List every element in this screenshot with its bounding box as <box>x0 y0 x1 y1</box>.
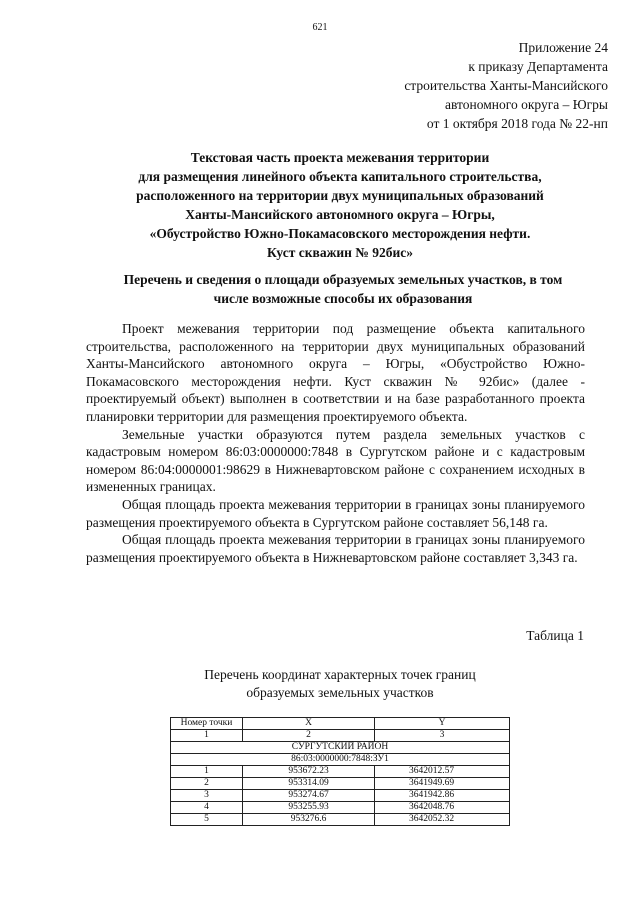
header-x: X <box>243 718 375 730</box>
appendix-line: Приложение 24 <box>518 40 608 55</box>
table-row <box>171 790 510 802</box>
x-value: 953672.23 <box>243 766 375 778</box>
y-value: 3642012.57 <box>375 766 510 778</box>
table-row <box>171 778 510 790</box>
table-row <box>171 766 510 778</box>
section-heading-line: числе возможные способы их образования <box>213 291 473 306</box>
header-y: Y <box>375 718 510 730</box>
y-value: 3642048.76 <box>375 802 510 814</box>
appendix-line: строительства Ханты-Мансийского <box>404 78 608 93</box>
x-value: 953276.6 <box>243 814 375 826</box>
table-row <box>171 802 510 814</box>
body-text <box>86 320 585 566</box>
header-point-number: Номер точки <box>171 718 243 730</box>
x-value: 953274.67 <box>243 790 375 802</box>
section-heading <box>78 270 608 308</box>
y-value: 3642052.32 <box>375 814 510 826</box>
x-value: 953255.93 <box>243 802 375 814</box>
document-title <box>80 148 600 262</box>
table-label: Таблица 1 <box>526 628 584 643</box>
appendix-header <box>404 38 608 133</box>
paragraph: Земельные участки образуются путем раздела земельных участков с кадастровым номером 86:03:0000000:7848 в Сургутском районе и с кадастровым номером 86:04:0000001:98629 в Нижневартовском районе с сохранением исходных в измененных границах. <box>86 426 585 495</box>
table-caption-line: Перечень координат характерных точек границ <box>204 667 476 682</box>
title-line: для размещения линейного объекта капитального строительства, <box>138 169 542 184</box>
coordinates-table <box>170 717 510 826</box>
point-number: 1 <box>171 766 243 778</box>
point-number: 4 <box>171 802 243 814</box>
column-number: 1 <box>171 730 243 742</box>
x-value: 953314.09 <box>243 778 375 790</box>
section-heading-line: Перечень и сведения о площади образуемых земельных участков, в том <box>123 272 563 287</box>
title-line: Куст скважин № 92бис» <box>266 245 414 260</box>
table-header-row <box>171 718 510 730</box>
y-value: 3641942.86 <box>375 790 510 802</box>
title-line: Текстовая часть проекта межевания территории <box>190 150 490 165</box>
region-name: СУРГУТСКИЙ РАЙОН <box>171 742 510 754</box>
column-number: 2 <box>243 730 375 742</box>
paragraph: Проект межевания территории под размещение объекта капитального строительства, расположенного на территории двух муниципальных образований Ханты-Мансийского автономного округа – Югры, «Обустройство Южно-Покамасовского месторождения нефти. Куст скважин № 92бис» (далее - проектируемый объект) выполнен в соответствии и на базе разработанного проекта планировки территории для размещения проектируемого объекта. <box>86 321 585 424</box>
appendix-line: к приказу Департамента <box>468 59 608 74</box>
paragraph: Общая площадь проекта межевания территории в границах зоны планируемого размещения проектируемого объекта в Нижневартовском районе составляет 3,343 га. <box>86 532 585 565</box>
parcel-number: 86:03:0000000:7848:ЗУ1 <box>171 754 510 766</box>
page-number: 621 <box>312 22 328 33</box>
point-number: 3 <box>171 790 243 802</box>
column-number: 3 <box>375 730 510 742</box>
appendix-line: автономного округа – Югры <box>445 97 608 112</box>
point-number: 5 <box>171 814 243 826</box>
table-caption-line: образуемых земельных участков <box>246 685 434 700</box>
paragraph: Общая площадь проекта межевания территории в границах зоны планируемого размещения проектируемого объекта в Сургутском районе составляет 56,148 га. <box>86 496 585 530</box>
table-column-numbers-row <box>171 730 510 742</box>
table-row <box>171 814 510 826</box>
title-line: Ханты-Мансийского автономного округа – Югры, <box>185 207 495 222</box>
y-value: 3641949.69 <box>375 778 510 790</box>
title-line: расположенного на территории двух муниципальных образований <box>136 188 544 203</box>
appendix-line: от 1 октября 2018 года № 22-нп <box>426 116 608 131</box>
point-number: 2 <box>171 778 243 790</box>
table-caption <box>150 666 530 702</box>
title-line: «Обустройство Южно-Покамасовского месторождения нефти. <box>149 226 531 241</box>
parcel-row <box>171 754 510 766</box>
region-row <box>171 742 510 754</box>
